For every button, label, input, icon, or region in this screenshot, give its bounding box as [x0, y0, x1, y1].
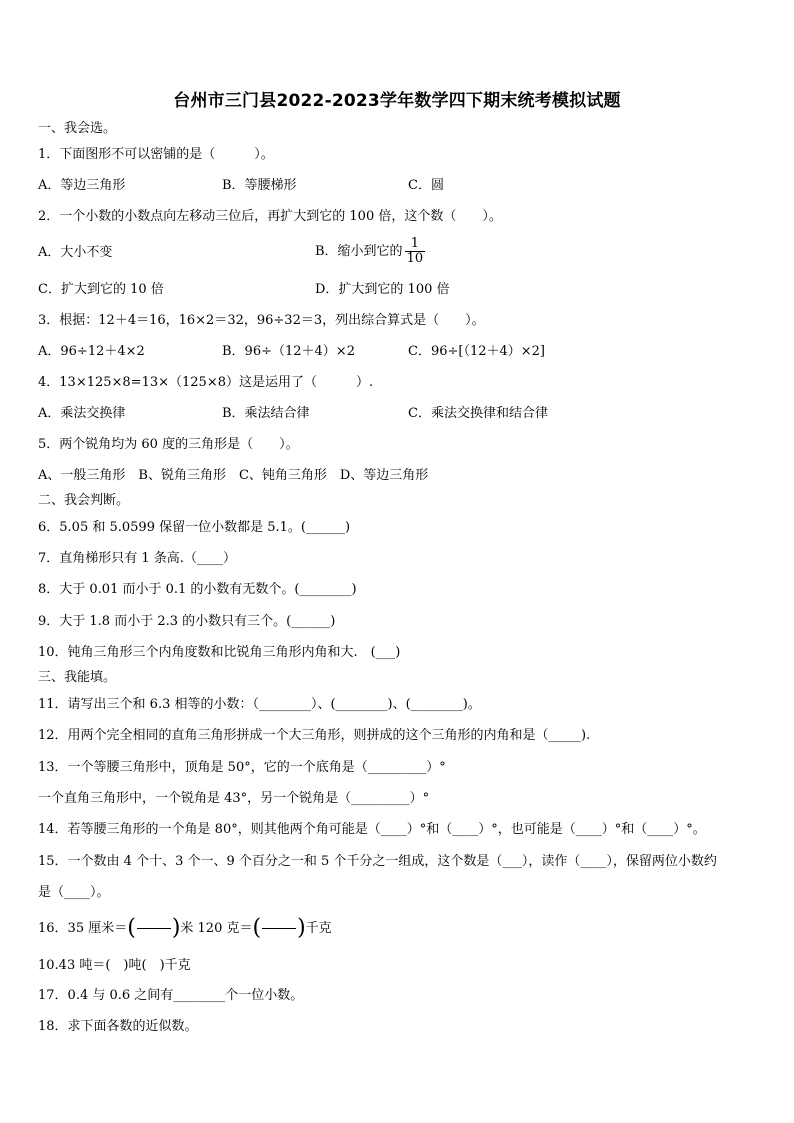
fraction [405, 237, 426, 266]
question-3-option-c: C．96÷[（12＋4）×2] [408, 344, 546, 359]
question-1-option-a: A．等边三角形 [38, 178, 126, 193]
question-11: 11．请写出三个和 6.3 相等的小数：（________）、(________)、(________)。 [38, 697, 481, 712]
question-16-part-2: 10.43 吨＝( )吨( )千克 [38, 958, 191, 973]
question-16 [38, 911, 332, 947]
question-3-option-a: A．96÷12＋4×2 [38, 344, 145, 359]
question-16-middle: 米 120 克＝ [180, 921, 253, 936]
question-3-stem: 3．根据：12＋4＝16，16×2＝32，96÷32＝3，列出综合算式是（ ）。 [38, 313, 485, 328]
question-13-part-1: 13．一个等腰三角形中，顶角是 50°，它的一个底角是（_________）° [38, 760, 446, 775]
question-2-option-c: C．扩大到它的 10 倍 [38, 282, 164, 297]
left-paren: ( [127, 915, 136, 941]
question-13-part-2: 一个直角三角形中，一个锐角是 43°，另一个锐角是（_________）° [38, 791, 430, 806]
question-5-options: A、一般三角形 B、锐角三角形 C、钝角三角形 D、等边三角形 [38, 468, 429, 483]
question-10: 10．钝角三角形三个内角度数和比锐角三角形内角和大. (___) [38, 645, 401, 660]
question-3-option-b: B．96÷（12＋4）×2 [222, 344, 355, 359]
left-paren: ( [252, 915, 262, 941]
question-8: 8．大于 0.01 而小于 0.1 的小数有无数个。(________) [38, 582, 357, 597]
question-5-stem: 5．两个锐角均为 60 度的三角形是（ ）。 [38, 437, 299, 452]
blank-fraction [262, 918, 296, 939]
section-heading-judge: 二、我会判断。 [38, 493, 130, 508]
blank-fraction [137, 918, 171, 939]
right-paren: ) [171, 915, 181, 941]
question-2-option-a: A．大小不变 [38, 245, 113, 260]
question-7: 7．直角梯形只有 1 条高.（____） [38, 551, 236, 566]
question-14: 14．若等腰三角形的一个角是 80°，则其他两个角可能是（____）°和（____）°，也可能是（____）°和（____）°。 [38, 822, 706, 837]
question-6: 6．5.05 和 5.0599 保留一位小数都是 5.1。(______) [38, 520, 351, 535]
question-2-option-b-text: B．缩小到它的 [315, 244, 403, 259]
question-2-stem: 2．一个小数的小数点向左移动三位后，再扩大到它的 100 倍，这个数（ ）。 [38, 209, 502, 224]
question-4-stem: 4．13×125×8=13×（125×8）这是运用了（ ）. [38, 375, 374, 390]
question-16-suffix: 千克 [305, 921, 332, 936]
question-15-line-1: 15．一个数由 4 个十、3 个一、9 个百分之一和 5 个千分之一组成，这个数是（___），读作（____），保留两位小数约 [38, 854, 717, 869]
question-1-option-c: C．圆 [408, 178, 444, 193]
question-1-option-b: B．等腰梯形 [222, 178, 297, 193]
question-2-option-b [315, 234, 425, 270]
question-9: 9．大于 1.8 而小于 2.3 的小数只有三个。(______) [38, 614, 336, 629]
question-1-stem: 1．下面图形不可以密铺的是（ ）。 [38, 147, 274, 162]
question-16-prefix: 16．35 厘米＝ [38, 921, 128, 936]
fraction-denominator: 10 [406, 251, 424, 266]
right-paren: ) [297, 915, 306, 941]
question-4-option-a: A．乘法交换律 [38, 406, 126, 421]
question-4-option-c: C．乘法交换律和结合律 [408, 406, 548, 421]
question-18: 18．求下面各数的近似数。 [38, 1019, 198, 1034]
page-title: 台州市三门县2022-2023学年数学四下期末统考模拟试题 [173, 91, 621, 111]
section-heading-choice: 一、我会选。 [38, 121, 117, 136]
section-heading-fill: 三、我能填。 [38, 670, 117, 685]
question-2-option-d: D．扩大到它的 100 倍 [315, 282, 450, 297]
question-4-option-b: B．乘法结合律 [222, 406, 310, 421]
question-15-line-2: 是（____）。 [38, 885, 110, 900]
fraction-numerator: 1 [410, 236, 419, 251]
question-12: 12．用两个完全相同的直角三角形拼成一个大三角形，则拼成的这个三角形的内角和是（_____). [38, 728, 591, 743]
question-17: 17．0.4 与 0.6 之间有________个一位小数。 [38, 988, 304, 1003]
